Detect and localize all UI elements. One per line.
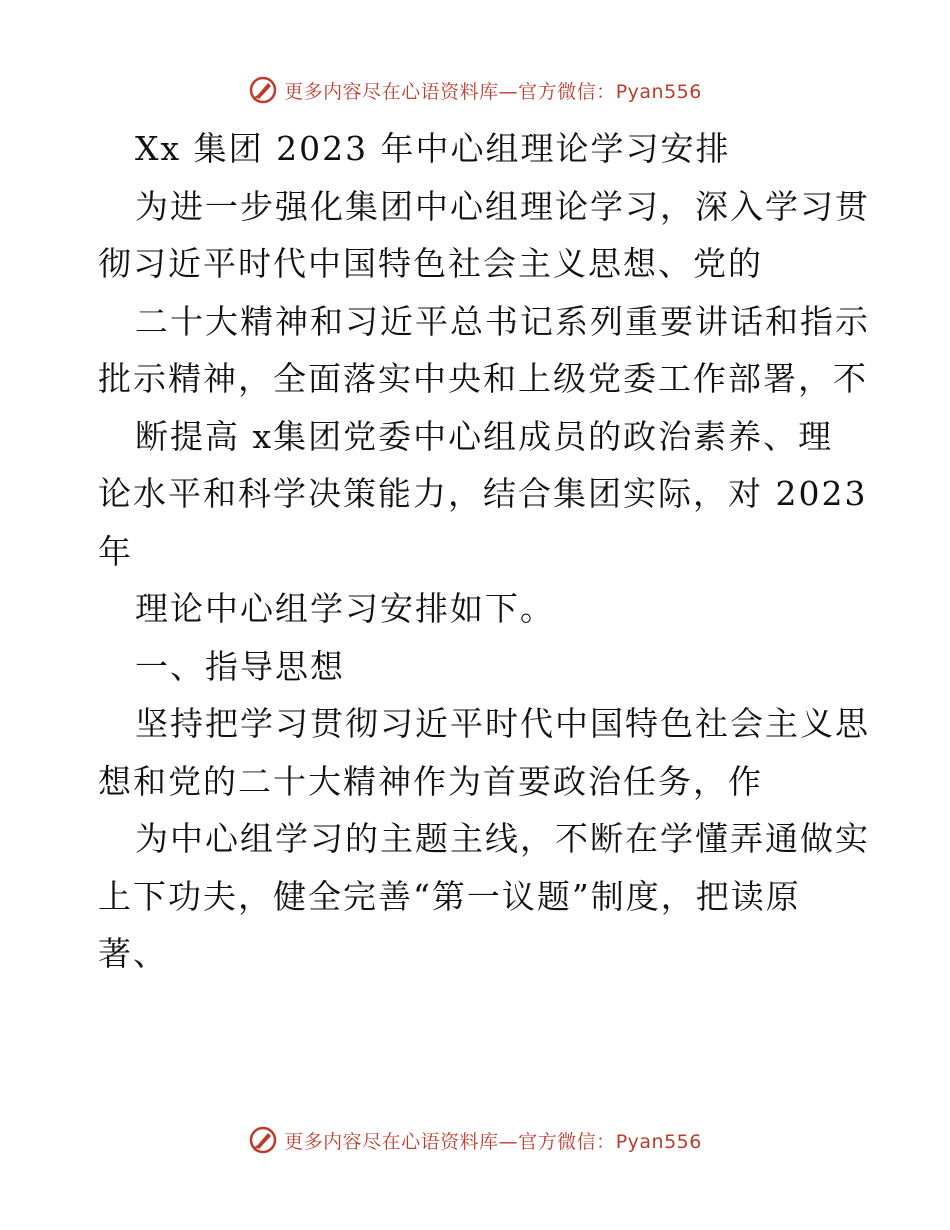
- watermark-contact: 官方微信：: [518, 80, 616, 103]
- text-line: 著、: [98, 934, 168, 973]
- quill-pen-logo-icon: [248, 75, 278, 105]
- quill-pen-logo-icon: [248, 1125, 278, 1155]
- watermark-dash: —: [498, 80, 519, 103]
- watermark-wechat-id: Pyan556: [615, 80, 702, 103]
- text-line: 二十大精神和习近平总书记系列重要讲话和指示: [135, 301, 870, 341]
- header-watermark: [0, 70, 950, 110]
- watermark-wechat-id: Pyan556: [615, 1130, 702, 1153]
- watermark-dash: —: [498, 1130, 519, 1153]
- text-line: 为进一步强化集团中心组理论学习，深入学习贯: [135, 186, 870, 226]
- text-line: 年: [98, 531, 133, 571]
- footer-watermark: [0, 1120, 950, 1160]
- text-line: 论水平和科学决策能力，结合集团实际，对 2023: [98, 474, 868, 513]
- text-line: 一、指导思想: [135, 646, 345, 686]
- watermark-text: 更多内容尽在心语资料库: [284, 1130, 499, 1153]
- text-line: 上下功夫，健全完善“第一议题”制度，把读原: [98, 876, 801, 916]
- text-line: 理论中心组学习安排如下。: [135, 589, 555, 628]
- document-body: [98, 120, 870, 983]
- text-line: 想和党的二十大精神作为首要政治任务，作: [98, 761, 763, 801]
- text-line: 断提高 x集团党委中心组成员的政治素养、理: [135, 416, 834, 456]
- watermark-text: 更多内容尽在心语资料库: [284, 80, 499, 103]
- watermark-contact: 官方微信：: [518, 1130, 616, 1153]
- text-line: 彻习近平时代中国特色社会主义思想、党的: [98, 244, 763, 283]
- text-line: 坚持把学习贯彻习近平时代中国特色社会主义思: [135, 704, 870, 743]
- document-title: Xx 集团 2023 年中心组理论学习安排: [135, 129, 731, 168]
- text-line: 为中心组学习的主题主线，不断在学懂弄通做实: [135, 819, 870, 858]
- text-line: 批示精神，全面落实中央和上级党委工作部署，不: [98, 359, 868, 398]
